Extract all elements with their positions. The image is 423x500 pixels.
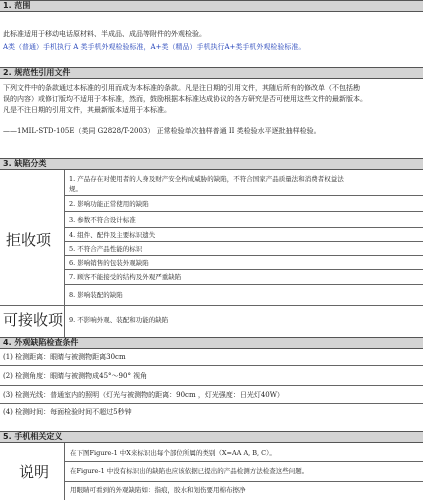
accept-label: 可接收项	[3, 311, 64, 329]
section-4-header: 4. 外观缺陷检查条件	[0, 337, 423, 349]
reject-item-1: 1. 产品存在对使用者的人身及财产安全构成威胁的缺陷，不符合国家产品质量法和消费者权益法	[69, 175, 344, 183]
reject-item-7: 7. 顾客不能接受的结构及外观严重缺陷	[69, 273, 182, 281]
reject-label: 拒收项	[6, 231, 52, 249]
section-1-line-2: A类（普通）手机执行 A 类手机外观检验标准，A+类（精品）手机执行A+类手机外观检验标准。	[3, 43, 306, 51]
definition-label: 说明	[19, 463, 50, 481]
definition-line-1: 在下图Figure-1 中X来标识出每个部位所属的类别（X=AA A, B, C）。	[70, 449, 276, 457]
accept-item-9: 9. 不影响外观、装配和功能的缺陷	[69, 316, 169, 324]
condition-angle: (2) 检测角度：眼睛与被测物成45°～90° 视角	[3, 372, 148, 380]
condition-light: (3) 检测光线：普通室内的照明（灯光与被测物的距离：90cm ，灯光强度：日光灯40W）	[3, 391, 284, 399]
section-2-line-4: ——1MIL-STD-105E（类同 G2828/T-2003） 正常检验单次抽样普通 II 类检验水平逐批抽样检验。	[3, 127, 321, 135]
section-5-header: 5. 手机相关定义	[0, 431, 423, 443]
section-1-line-1: 此标准适用于移动电话原材料、半成品、成品等附件的外观检验。	[3, 30, 206, 38]
section-2-header: 2. 规范性引用文件	[0, 67, 423, 79]
definition-line-3: 用眼睛可看到的外观缺陷如：指痕，胶水和划伤要用棉布擦净	[70, 486, 246, 494]
reject-item-1-cont: 规。	[69, 185, 82, 193]
reject-item-3: 3. 参数不符合设计标准	[69, 216, 136, 224]
condition-time: (4) 检测时间：每面检验时间不超过5秒钟	[3, 408, 132, 416]
definition-divider	[64, 443, 65, 500]
reject-item-6: 6. 影响销售的包装外观缺陷	[69, 259, 149, 267]
reject-item-8: 8. 影响装配的缺陷	[69, 291, 123, 299]
section-2-line-1: 下列文件中的条款通过本标准的引用而成为本标准的条款。凡是注日期的引用文件，其随后所有的修改单（不包括勘	[3, 84, 360, 92]
reject-item-5: 5. 不符合产品性能的标识	[69, 245, 143, 253]
section-2-line-2: 误的内容）或修订版均不适用于本标准，然而，鼓励根据本标准达成协议的各方研究是否可使用这些文件的最新版本。	[3, 95, 367, 103]
section-3-header: 3. 缺陷分类	[0, 158, 423, 170]
reject-item-4: 4. 组件、配件及主要标识遗失	[69, 231, 156, 239]
section-1-header: 1. 范围	[0, 0, 423, 12]
section-2-line-3: 凡是不注日期的引用文件，其最新版本适用于本标准。	[3, 106, 171, 114]
reject-item-2: 2. 影响功能正常使用的缺陷	[69, 200, 149, 208]
condition-distance: (1) 检测距离：眼睛与被测物距离30cm	[3, 353, 126, 361]
definition-line-2: 在Figure-1 中没有标识出的缺陷也应该依据已提出的产品检测方法检查这些问题。	[70, 467, 309, 475]
